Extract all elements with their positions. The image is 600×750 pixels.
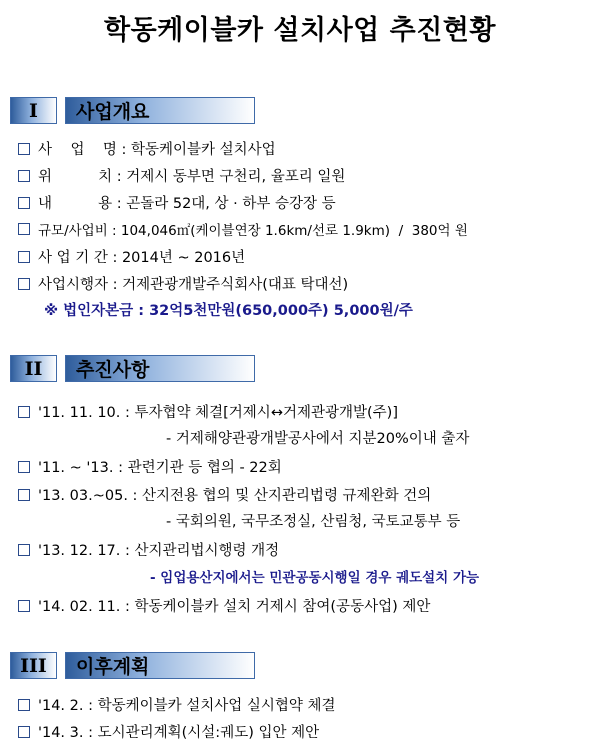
checkbox-icon bbox=[18, 251, 30, 263]
section-header-2 bbox=[10, 355, 255, 382]
page-title: 학동케이블카 설치사업 추진현황 bbox=[104, 15, 496, 46]
list-subitem: - 국회의원, 국무조정실, 산림청, 국토교통부 등 bbox=[166, 514, 461, 530]
section-title: 추진사항 bbox=[65, 355, 255, 382]
checkbox-icon bbox=[18, 170, 30, 182]
list-item: '14. 02. 11. : 학동케이블카 설치 거제시 참여(공동사업) 제안 bbox=[18, 595, 430, 616]
checkbox-icon bbox=[18, 544, 30, 556]
list-item: 규모/사업비 : 104,046㎡(케이블연장 1.6km/선로 1.9km) / 380억 원 bbox=[18, 219, 468, 239]
list-item: 사 업 명 : 학동케이블카 설치사업 bbox=[18, 138, 276, 159]
list-item: '14. 2. : 학동케이블카 설치사업 실시협약 체결 bbox=[18, 694, 336, 715]
list-item: 사 업 기 간 : 2014년 ~ 2016년 bbox=[18, 246, 245, 267]
list-item: '13. 12. 17. : 산지관리법시행령 개정 bbox=[18, 539, 279, 560]
list-item: '14. 3. : 도시관리계획(시설:궤도) 입안 제안 bbox=[18, 721, 319, 742]
checkbox-icon bbox=[18, 143, 30, 155]
checkbox-icon bbox=[18, 699, 30, 711]
section-title: 사업개요 bbox=[65, 97, 255, 124]
checkbox-icon bbox=[18, 223, 30, 235]
checkbox-icon bbox=[18, 278, 30, 290]
section-title: 이후계획 bbox=[65, 652, 255, 679]
section-number: III bbox=[10, 652, 57, 679]
checkbox-icon bbox=[18, 406, 30, 418]
checkbox-icon bbox=[18, 489, 30, 501]
list-item: '13. 03.~05. : 산지전용 협의 및 산지관리법령 규제완화 건의 bbox=[18, 484, 431, 505]
list-subitem: - 거제해양관광개발공사에서 지분20%이내 출자 bbox=[166, 431, 470, 447]
capital-note: ※ 법인자본금 : 32억5천만원(650,000주) 5,000원/주 bbox=[44, 303, 413, 319]
list-item: '11. 11. 10. : 투자협약 체결[거제시↔거제관광개발(주)] bbox=[18, 401, 398, 422]
section-number: II bbox=[10, 355, 57, 382]
checkbox-icon bbox=[18, 197, 30, 209]
list-subitem-highlight: - 임업용산지에서는 민관공동시행일 경우 궤도설치 가능 bbox=[150, 570, 480, 586]
list-item: 위 치 : 거제시 동부면 구천리, 율포리 일원 bbox=[18, 165, 345, 186]
list-item: 사업시행자 : 거제관광개발주식회사(대표 탁대선) bbox=[18, 273, 348, 294]
checkbox-icon bbox=[18, 726, 30, 738]
checkbox-icon bbox=[18, 461, 30, 473]
checkbox-icon bbox=[18, 600, 30, 612]
section-number: I bbox=[10, 97, 57, 124]
section-header-3 bbox=[10, 652, 255, 679]
section-header-1 bbox=[10, 97, 255, 124]
list-item: '11. ~ '13. : 관련기관 등 협의 - 22회 bbox=[18, 456, 282, 477]
list-item: 내 용 : 곤돌라 52대, 상 · 하부 승강장 등 bbox=[18, 192, 336, 213]
